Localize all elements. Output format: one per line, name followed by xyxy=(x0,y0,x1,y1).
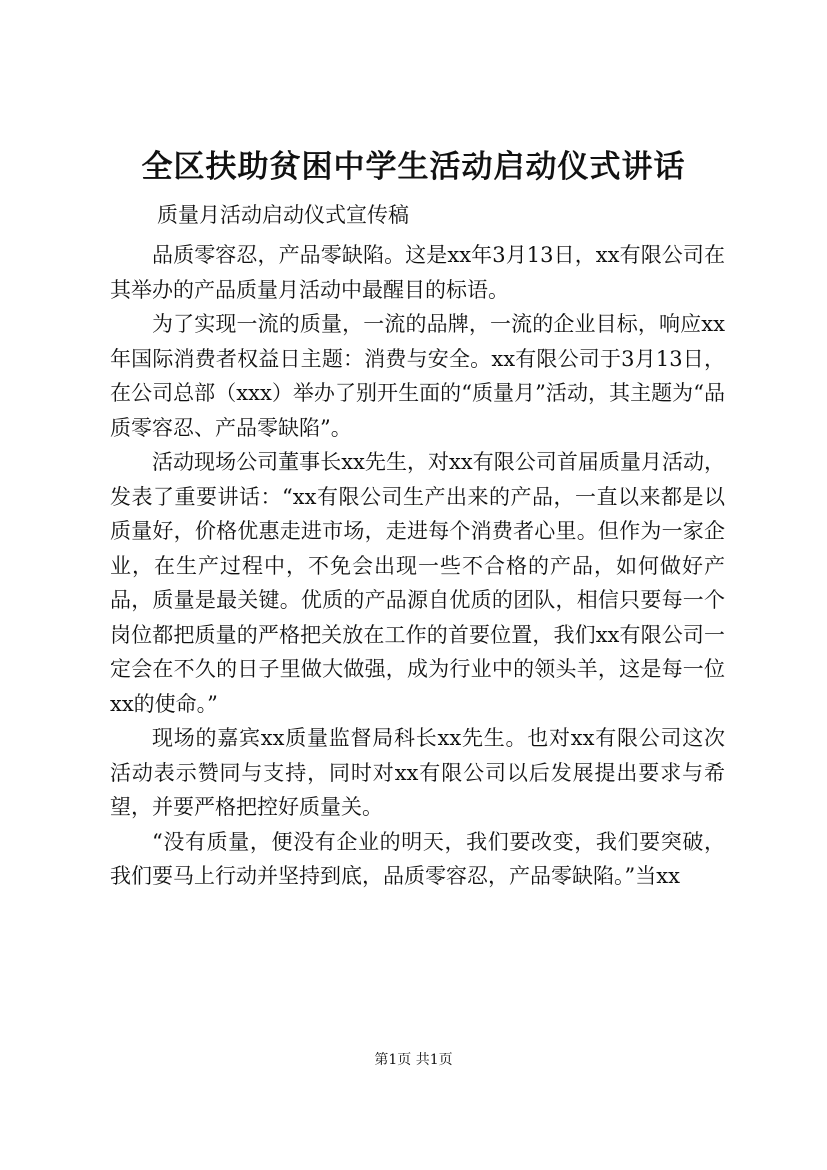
document-body xyxy=(110,238,725,894)
document-subtitle: 质量月活动启动仪式宣传稿 xyxy=(157,203,409,227)
paragraph-4: 现场的嘉宾xx质量监督局科长xx先生。也对xx有限公司这次活动表示赞同与支持，同时对xx有限公司以后发展提出要求与希望，并要严格把控好质量关。 xyxy=(110,726,725,819)
paragraph-3: 活动现场公司董事长xx先生，对xx有限公司首届质量月活动，发表了重要讲话：“xx有限公司生产出来的产品，一直以来都是以质量好，价格优惠走进市场，走进每个消费者心里。但作为一家企业，在生产过程中，不免会出现一些不合格的产品，如何做好产品，质量是最关键。优质的产品源自优质的团队，相信只要每一个岗位都把质量的严格把关放在工作的首要位置，我们xx有限公司一定会在不久的日子里做大做强，成为行业中的领头羊，这是每一位xx的使命。” xyxy=(110,450,725,716)
paragraph-2: 为了实现一流的质量，一流的品牌，一流的企业目标，响应xx年国际消费者权益日主题：消费与安全。xx有限公司于3月13日，在公司总部（xxx）举办了别开生面的“质量月”活动，其主题为“品质零容忍、产品零缺陷”。 xyxy=(110,312,725,440)
page-footer: 第1页 共1页 xyxy=(374,1052,453,1068)
paragraph-5: “没有质量，便没有企业的明天，我们要改变，我们要突破，我们要马上行动并坚持到底，品质零容忍，产品零缺陷。”当xx xyxy=(110,829,725,888)
paragraph-1: 品质零容忍，产品零缺陷。这是xx年3月13日，xx有限公司在其举办的产品质量月活动中最醒目的标语。 xyxy=(110,243,725,302)
document-title: 全区扶助贫困中学生活动启动仪式讲话 xyxy=(141,149,686,185)
